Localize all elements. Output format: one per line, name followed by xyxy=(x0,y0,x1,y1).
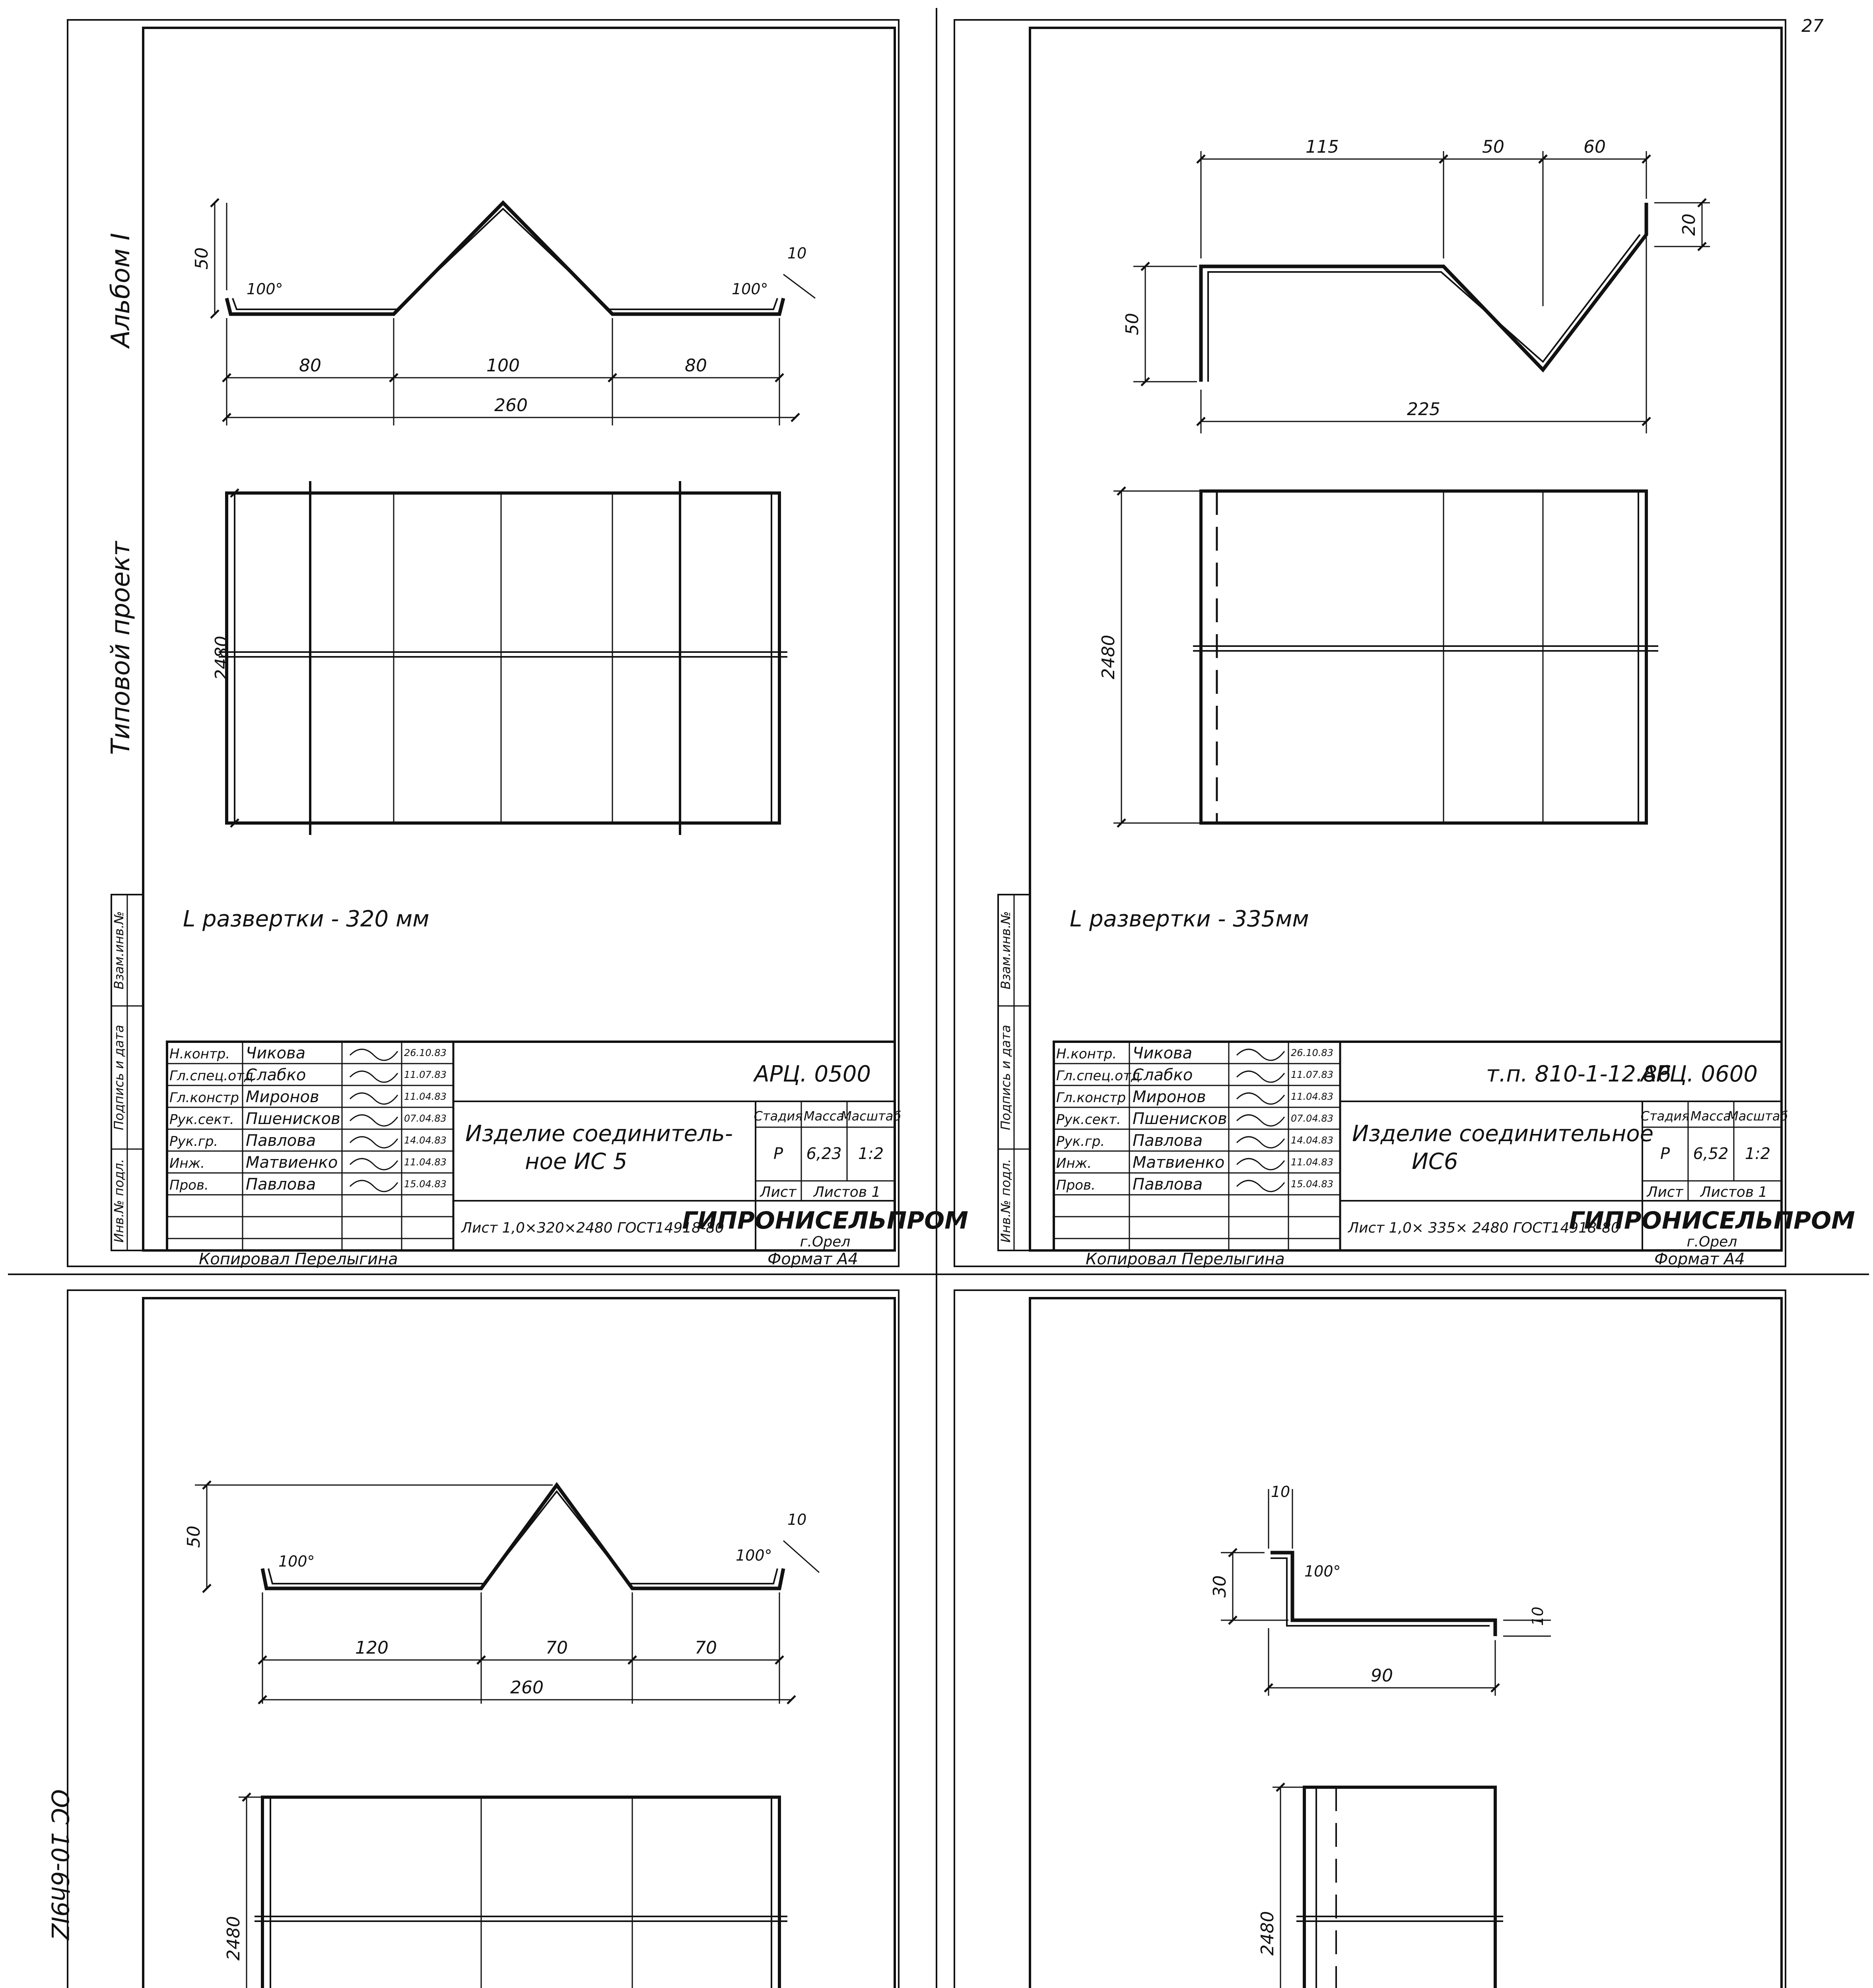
organization: ГИПРОНИСЕЛЬПРОМ xyxy=(682,1207,968,1235)
dim-angle-1: 100° xyxy=(247,280,283,298)
dim-seg-2: 100 xyxy=(486,355,520,376)
stage-value: Р xyxy=(773,1145,783,1163)
dim-top-3: 60 xyxy=(1584,137,1606,157)
role-6: Инж. xyxy=(169,1155,205,1171)
plan-view xyxy=(1304,1787,1495,1988)
page-extras xyxy=(46,16,1865,1988)
dim-hook: 10 xyxy=(787,245,807,262)
date-5: 14.04.83 xyxy=(1291,1135,1333,1146)
drawing-code: АРЦ. 0600 xyxy=(1641,1061,1758,1087)
dim-top-1: 115 xyxy=(1306,137,1339,157)
signature-3 xyxy=(350,1093,398,1104)
sheets-count: Листов 1 xyxy=(813,1184,881,1200)
role-7: Пров. xyxy=(1056,1177,1096,1193)
sheet-label: Лист xyxy=(760,1184,797,1200)
header-mass: Масса xyxy=(1690,1109,1731,1124)
signature-4 xyxy=(1237,1115,1284,1126)
dim-top-2: 50 xyxy=(1482,137,1504,157)
header-mass: Масса xyxy=(803,1109,845,1124)
date-6: 11.04.83 xyxy=(1291,1157,1333,1168)
album-label: Альбом I xyxy=(106,233,136,348)
city: г.Орел xyxy=(1686,1234,1737,1250)
dim-seg-1: 80 xyxy=(299,355,321,376)
date-6: 11.04.83 xyxy=(404,1157,447,1168)
name-1: Чикова xyxy=(1133,1044,1193,1062)
profile-ic6-inner xyxy=(1208,235,1640,382)
stamp-original: Инв.№ подл. xyxy=(998,1159,1013,1243)
sheet-outer-frame xyxy=(954,1290,1786,1988)
organization: ГИПРОНИСЕЛЬПРОМ xyxy=(1569,1207,1855,1235)
leader xyxy=(783,274,815,298)
header-scale: Масштаб xyxy=(1727,1109,1788,1124)
plan-view xyxy=(1201,491,1646,823)
profile-ic5 xyxy=(227,203,783,314)
dim-angle-1: 100° xyxy=(278,1553,315,1570)
dim-length: 2480 xyxy=(223,1916,244,1961)
stamp-signature: Подпись и дата xyxy=(111,1025,126,1130)
product-title-1: Изделие соединитель- xyxy=(465,1121,733,1147)
signature-6 xyxy=(350,1159,398,1170)
date-1: 26.10.83 xyxy=(404,1047,447,1058)
product-title-2: ное ИС 5 xyxy=(525,1149,628,1175)
dim-total: 225 xyxy=(1407,399,1440,419)
role-2: Гл.спец.отд xyxy=(169,1068,254,1084)
signature-7 xyxy=(1237,1180,1284,1192)
sheet-4 xyxy=(954,1290,1855,1988)
dim-seg-3: 70 xyxy=(695,1638,717,1658)
sheets-layer xyxy=(8,8,1869,1988)
dim-length: 2480 xyxy=(212,636,232,680)
role-1: Н.контр. xyxy=(169,1046,230,1062)
dim-height: 50 xyxy=(1122,313,1142,335)
scale-value: 1:2 xyxy=(858,1145,884,1163)
date-1: 26.10.83 xyxy=(1291,1047,1333,1058)
role-3: Гл.констр xyxy=(169,1090,239,1106)
date-2: 11.07.83 xyxy=(404,1069,447,1080)
dim-total: 260 xyxy=(494,395,528,415)
sheet-2 xyxy=(954,20,1855,1268)
city: г.Орел xyxy=(800,1234,851,1250)
dim-width: 90 xyxy=(1371,1666,1393,1686)
date-5: 14.04.83 xyxy=(404,1135,447,1146)
role-1: Н.контр. xyxy=(1056,1046,1117,1062)
stamp-original: Инв.№ подл. xyxy=(111,1159,126,1243)
signature-1 xyxy=(350,1049,398,1060)
name-2: Слабко xyxy=(1133,1066,1193,1084)
mass-value: 6,23 xyxy=(806,1145,842,1163)
profile-ic5-inner xyxy=(233,209,777,309)
name-2: Слабко xyxy=(246,1066,306,1084)
signature-7 xyxy=(350,1180,398,1192)
dim-height: 30 xyxy=(1210,1575,1230,1598)
dim-length: 2480 xyxy=(1257,1911,1278,1956)
leader xyxy=(783,1541,819,1573)
title-block xyxy=(167,1042,968,1250)
product-title-2: ИС6 xyxy=(1412,1149,1458,1175)
dim-seg-3: 80 xyxy=(685,355,707,376)
name-6: Матвиенко xyxy=(1133,1153,1225,1172)
name-5: Павлова xyxy=(246,1132,316,1150)
product-title-1: Изделие соединительное xyxy=(1352,1121,1654,1147)
header-scale: Масштаб xyxy=(840,1109,902,1124)
plan-view xyxy=(262,1797,779,1988)
name-6: Матвиенко xyxy=(246,1153,338,1172)
role-2: Гл.спец.отд xyxy=(1056,1068,1141,1084)
dim-angle-2: 100° xyxy=(736,1547,772,1564)
name-7: Павлова xyxy=(1133,1175,1203,1194)
dim-height: 50 xyxy=(184,1526,204,1548)
material-spec: Лист 1,0× 335× 2480 ГОСТ14918-80 xyxy=(1348,1220,1620,1236)
role-5: Рук.гр. xyxy=(169,1134,218,1149)
sheets-count: Листов 1 xyxy=(1700,1184,1768,1200)
copied-by: Копировал Перелыгина xyxy=(199,1250,398,1268)
profile-ic7-inner xyxy=(268,1491,777,1584)
signature-2 xyxy=(350,1071,398,1082)
dim-hook: 20 xyxy=(1679,214,1699,236)
date-7: 15.04.83 xyxy=(404,1178,447,1190)
role-3: Гл.констр xyxy=(1056,1090,1126,1106)
typical-project-number: т.п. 810-1-12.86 xyxy=(1486,1061,1671,1087)
signature-1 xyxy=(1237,1049,1284,1060)
drawing-code: АРЦ. 0500 xyxy=(754,1061,871,1087)
date-3: 11.04.83 xyxy=(404,1091,447,1102)
dim-angle-2: 100° xyxy=(732,280,768,298)
stamp-signature: Подпись и дата xyxy=(998,1025,1013,1130)
dim-total: 260 xyxy=(510,1677,544,1698)
role-4: Рук.сект. xyxy=(169,1112,234,1128)
signature-2 xyxy=(1237,1071,1284,1082)
name-7: Павлова xyxy=(246,1175,316,1194)
role-5: Рук.гр. xyxy=(1056,1134,1105,1149)
stage-value: Р xyxy=(1660,1145,1670,1163)
name-3: Миронов xyxy=(246,1088,319,1106)
side-stamp: OC 10-6h9IZ xyxy=(46,1789,74,1940)
sheet-inner-frame xyxy=(1030,1298,1782,1988)
name-4: Пшенисков xyxy=(1133,1110,1227,1128)
scale-value: 1:2 xyxy=(1745,1145,1771,1163)
page-corner-number: 27 xyxy=(1801,16,1824,36)
date-4: 07.04.83 xyxy=(404,1113,447,1124)
name-3: Миронов xyxy=(1133,1088,1206,1106)
dim-length: 2480 xyxy=(1098,635,1119,679)
sheet-label: Лист xyxy=(1647,1184,1683,1200)
role-4: Рук.сект. xyxy=(1056,1112,1121,1128)
profile-ic7 xyxy=(262,1485,783,1588)
signature-5 xyxy=(350,1137,398,1148)
profile-ic8-inner xyxy=(1271,1558,1490,1626)
role-6: Инж. xyxy=(1056,1155,1092,1171)
sheet-1 xyxy=(68,20,968,1268)
name-5: Павлова xyxy=(1133,1132,1203,1150)
dim-seg-1: 120 xyxy=(355,1638,389,1658)
format-label: Формат А4 xyxy=(767,1250,858,1268)
sheet-inner-frame xyxy=(143,1298,895,1988)
date-4: 07.04.83 xyxy=(1291,1113,1333,1124)
dim-height: 50 xyxy=(192,247,212,270)
mass-value: 6,52 xyxy=(1693,1145,1729,1163)
stamp-inv: Взам.инв.№ xyxy=(998,911,1013,990)
date-2: 11.07.83 xyxy=(1291,1069,1333,1080)
signature-3 xyxy=(1237,1093,1284,1104)
developed-length-note: L развертки - 320 мм xyxy=(183,906,429,932)
header-stage: Стадия xyxy=(1640,1109,1690,1124)
dim-right: 10 xyxy=(1529,1606,1547,1626)
profile-ic6 xyxy=(1201,203,1646,382)
dim-seg-2: 70 xyxy=(546,1638,568,1658)
signature-5 xyxy=(1237,1137,1284,1148)
signature-6 xyxy=(1237,1159,1284,1170)
dim-top: 10 xyxy=(1271,1483,1290,1501)
date-7: 15.04.83 xyxy=(1291,1178,1333,1190)
copied-by: Копировал Перелыгина xyxy=(1086,1250,1285,1268)
developed-length-note: L развертки - 335мм xyxy=(1070,906,1309,932)
dim-angle: 100° xyxy=(1304,1563,1341,1580)
stamp-inv: Взам.инв.№ xyxy=(111,911,126,990)
dim-hook: 10 xyxy=(787,1511,807,1528)
date-3: 11.04.83 xyxy=(1291,1091,1333,1102)
header-stage: Стадия xyxy=(754,1109,803,1124)
role-7: Пров. xyxy=(169,1177,209,1193)
project-label: Типовой проект xyxy=(106,541,136,755)
name-4: Пшенисков xyxy=(246,1110,340,1128)
material-spec: Лист 1,0×320×2480 ГОСТ14918-80 xyxy=(461,1220,724,1236)
format-label: Формат А4 xyxy=(1654,1250,1745,1268)
sheet-outer-frame xyxy=(68,1290,899,1988)
sheet-3 xyxy=(68,1290,968,1988)
name-1: Чикова xyxy=(246,1044,306,1062)
title-block xyxy=(1054,1042,1855,1250)
signature-4 xyxy=(350,1115,398,1126)
